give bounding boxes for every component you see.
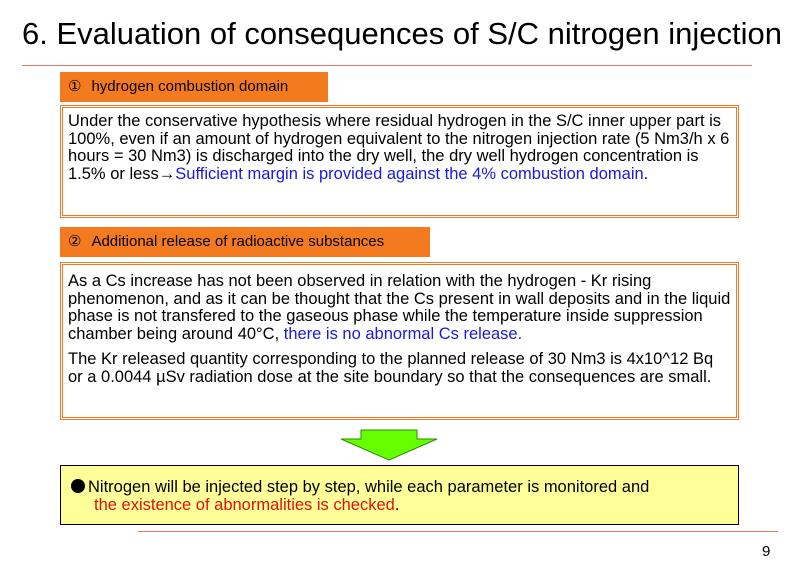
section2-paragraph-2: The Kr released quantity corresponding to the planned release of 30 Nm3 is 4x10^12 Bq or a 0.0044 µSv radiation dose at the site boundary so that the consequences are small. <box>68 350 714 386</box>
conclusion-highlight: the existence of abnormalities is checked <box>94 496 395 514</box>
section1-number: ① <box>68 78 82 95</box>
section2-number: ② <box>68 233 82 250</box>
section1-highlight: Sufficient margin is provided against the 4% combustion domain <box>175 164 644 183</box>
conclusion-box <box>60 465 739 525</box>
conclusion-text: Nitrogen will be injected step by step, while each parameter is monitored and <box>88 478 650 496</box>
page-number: 9 <box>762 543 771 560</box>
conclusion-end: . <box>394 496 400 514</box>
section2-para1-highlight: there is no abnormal Cs release. <box>283 324 523 343</box>
conclusion-line-1 <box>71 478 728 496</box>
bullet-icon <box>71 479 85 493</box>
down-arrow-icon <box>339 429 439 461</box>
title-divider <box>22 65 752 66</box>
section1-paragraph <box>68 113 732 183</box>
section2-box <box>60 262 739 420</box>
slide-title: 6. Evaluation of consequences of S/C nitrogen injection <box>22 16 782 51</box>
section2-para1-text: As a Cs increase has not been observed in relation with the hydrogen - Kr rising phenomenon, and as it can be thought that the Cs present in wall deposits and in the liquid phase is not transfered to the gaseous phase while the temperature inside suppression chamber being around 40°C, <box>68 272 731 343</box>
section1-label <box>60 72 328 102</box>
section2-paragraph-1 <box>68 273 732 343</box>
section1-end: . <box>643 164 649 183</box>
section1-text: Under the conservative hypothesis where residual hydrogen in the S/C inner upper part is 100%, even if an amount of hydrogen equivalent to the nitrogen injection rate (5 Nm3/h x 6 hours = 30 Nm3) is discharged into the dry well, the dry well hydrogen concentration is 1.5% or less→ <box>68 112 730 183</box>
section2-label <box>60 227 430 257</box>
conclusion-line-2 <box>71 496 728 514</box>
section1-label-text: hydrogen combustion domain <box>91 78 289 95</box>
section1-box <box>60 105 739 218</box>
footer-divider <box>138 531 778 532</box>
section2-label-text: Additional release of radioactive substances <box>91 233 385 250</box>
